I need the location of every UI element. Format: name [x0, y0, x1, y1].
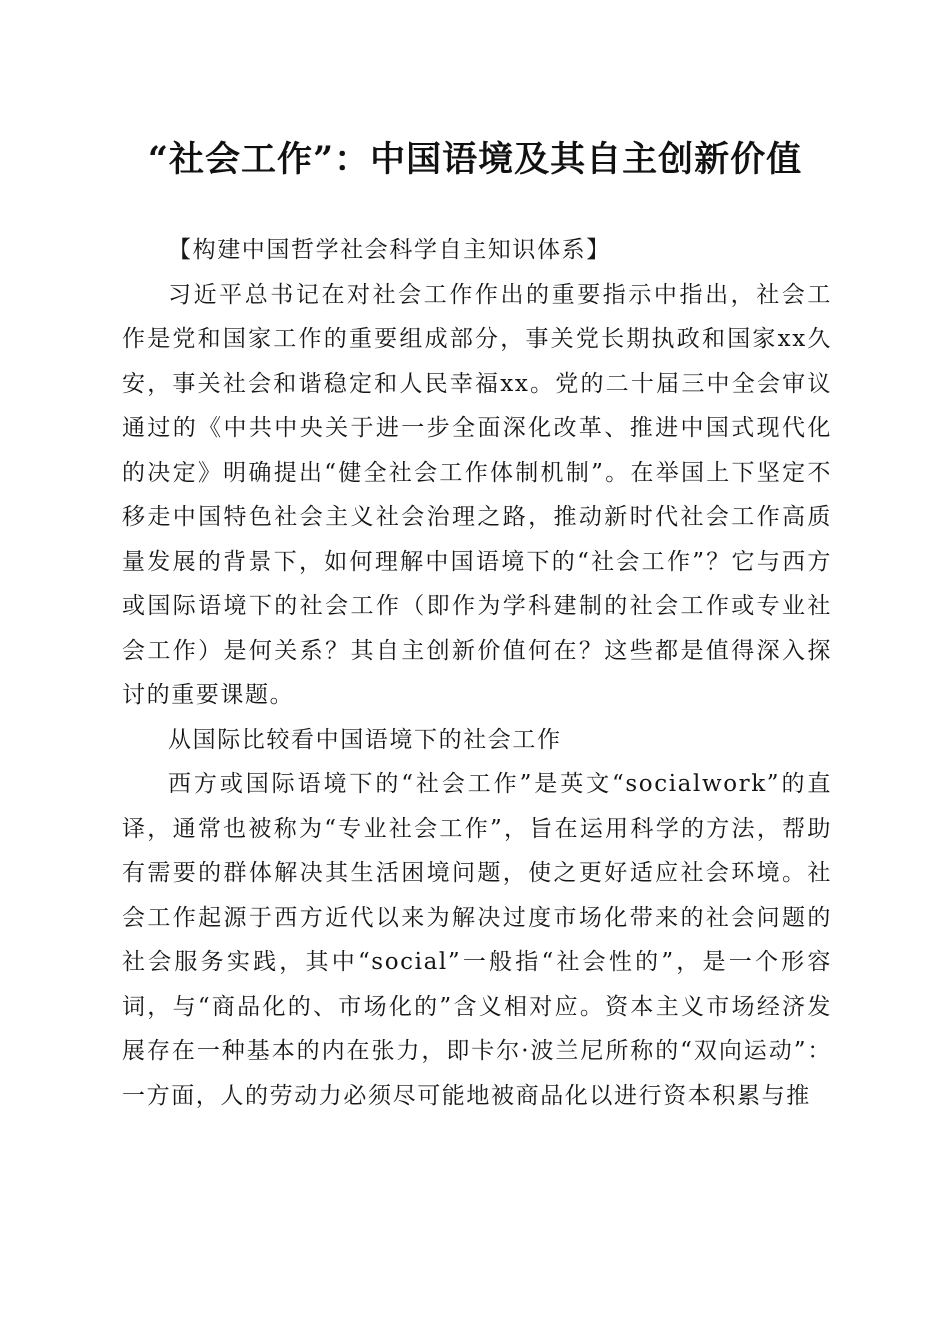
- document-body: [122, 228, 832, 1118]
- series-label: 【构建中国哲学社会科学自主知识体系】: [168, 237, 611, 263]
- document-title: “社会工作”：中国语境及其自主创新价值: [147, 139, 803, 180]
- body-paragraph-intro: 习近平总书记在对社会工作作出的重要指示中指出，社会工作是党和国家工作的重要组成部分，事关党长期执政和国家xx久安，事关社会和谐稳定和人民幸福xx。党的二十届三中全会审议通过的《中共中央关于进一步全面深化改革、推进中国式现代化的决定》明确提出“健全社会工作体制机制”。在举国上下坚定不移走中国特色社会主义社会治理之路，推动新时代社会工作高质量发展的背景下，如何理解中国语境下的“社会工作”？它与西方或国际语境下的社会工作（即作为学科建制的社会工作或专业社会工作）是何关系？其自主创新价值何在？这些都是值得深入探讨的重要课题。: [122, 281, 832, 708]
- section-heading: 从国际比较看中国语境下的社会工作: [168, 726, 562, 753]
- body-paragraph-international: 西方或国际语境下的“社会工作”是英文“socialwork”的直译，通常也被称为“专业社会工作”，旨在运用科学的方法，帮助有需要的群体解决其生活困境问题，使之更好适应社会环境。社会工作起源于西方近代以来为解决过度市场化带来的社会问题的社会服务实践，其中“social”一般指“社会性的”，是一个形容词，与“商品化的、市场化的”含义相对应。资本主义市场经济发展存在一种基本的内在张力，即卡尔·波兰尼所称的“双向运动”：一方面，人的劳动力必须尽可能地被商品化以进行资本积累与推: [122, 771, 832, 1109]
